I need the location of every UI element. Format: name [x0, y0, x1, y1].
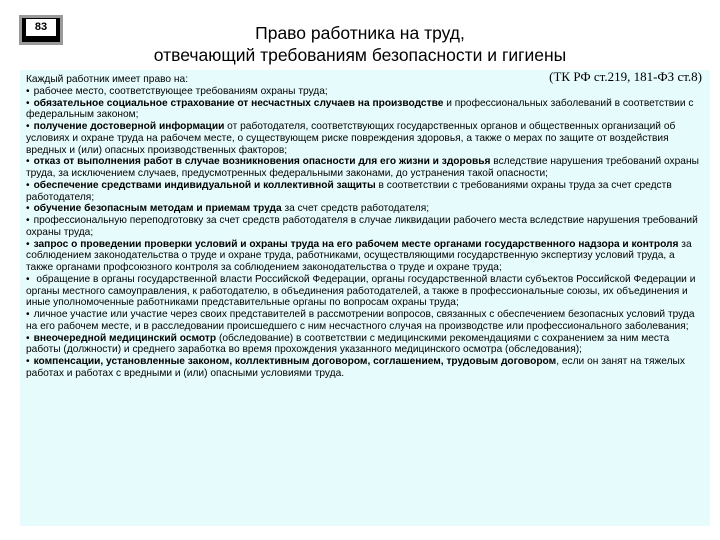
item-emphasis: компенсации, установленные законом, коллективным договором, соглашением, трудовым договором	[33, 356, 557, 367]
item-text: от работодателя, соответствующих государственных органов и общественных организаций об условиях и охране труда на рабочем месте, о существующем риске повреждения здоровья, а также о мерах по защите от воздействия вредных и (или) опасных производственных факторов;	[26, 121, 676, 156]
list-item	[26, 121, 704, 156]
list-item	[26, 309, 704, 333]
list-item	[26, 156, 704, 180]
bullet-icon: •	[26, 203, 30, 215]
bullet-icon: •	[26, 238, 30, 250]
item-emphasis: получение достоверной информации	[33, 121, 225, 132]
list-item	[26, 215, 704, 239]
legal-source: (ТК РФ ст.219, 181-ФЗ ст.8)	[549, 70, 702, 84]
item-text: обращение в органы государственной власти Российской Федерации, органы государственной власти субъектов Российской Федерации и органы местного самоуправления, к работодателю, в объединения работодателей, а также в профессиональные союзы, их объединения и иные уполномоченные работниками представительные органы по вопросам охраны труда;	[26, 273, 696, 309]
slide-number: 83	[26, 19, 56, 36]
list-item	[26, 239, 704, 274]
item-emphasis: запрос о проведении проверки условий и охраны труда на его рабочем месте органами государственного надзора и контроля	[33, 238, 679, 250]
item-text: профессиональную переподготовку за счет средств работодателя в случае ликвидации рабочего места вследствие нарушения требований охраны труда;	[26, 215, 698, 238]
list-item	[26, 356, 704, 380]
item-emphasis: обучение безопасным методам и приемам труда	[33, 203, 282, 215]
page-title	[90, 22, 630, 66]
title-line-1: Право работника на труд,	[255, 23, 465, 43]
item-emphasis: отказ от выполнения работ в случае возникновения опасности для его жизни и здоровья	[33, 156, 491, 168]
item-emphasis: обязательное социальное страхование от несчастных случаев на производстве	[33, 97, 444, 109]
item-text: и профессиональных заболеваний в соответствии с федеральным законом;	[26, 97, 694, 121]
slide-number-badge	[19, 15, 63, 45]
list-item	[26, 203, 704, 215]
bullet-icon: •	[26, 179, 30, 191]
list-item	[26, 98, 704, 122]
bullet-icon: •	[26, 332, 30, 344]
bullet-icon: •	[26, 273, 30, 285]
intro-text: Каждый работник имеет право на:	[26, 74, 189, 85]
content-panel	[20, 70, 710, 526]
list-item	[26, 274, 704, 309]
list-item	[26, 333, 704, 357]
list-item	[26, 180, 704, 204]
title-line-2: отвечающий требованиям безопасности и гигиены	[153, 45, 567, 65]
item-text: за соблюдением законодательства о труде и охране труда, работниками, осуществляющими государственную экспертизу условий труда, а также органами профсоюзного контроля за соблюдением законодательства о труде и охране труда;	[26, 238, 692, 273]
item-text: личное участие или участие через своих представителей в рассмотрении вопросов, связанных с обеспечением безопасных условий труда на его рабочем месте, и в расследовании происшедшего с ним несчастного случая на производстве или профессионального заболевания;	[26, 309, 695, 332]
bullet-icon: •	[26, 121, 30, 132]
item-text: , если он занят на тяжелых работах и работах с вредными и (или) опасными условиями труда.	[26, 356, 685, 379]
item-emphasis: обеспечение средствами индивидуальной и коллективной защиты	[33, 179, 376, 191]
bullet-icon: •	[26, 215, 30, 226]
item-text: за счет средств работодателя;	[281, 203, 430, 215]
bullet-icon: •	[26, 85, 30, 97]
bullet-icon: •	[26, 97, 30, 109]
item-text: (обследование) в соответствии с медицинскими рекомендациями с сохранением за ним места работы (должности) и среднего заработка во время прохождения указанного медицинского осмотра (обследования);	[26, 332, 670, 356]
item-emphasis: внеочередной медицинский осмотр	[33, 332, 217, 344]
intro-row	[26, 70, 704, 86]
item-text: вследствие нарушения требований охраны труда, за исключением случаев, предусмотренных федеральными законами, до устранения такой опасности;	[26, 156, 699, 179]
bullet-icon: •	[26, 356, 30, 367]
rights-list	[26, 86, 704, 380]
bullet-icon: •	[26, 309, 30, 320]
item-text: рабочее место, соответствующее требованиям охраны труда;	[33, 85, 328, 97]
item-text: в соответствии с требованиями охраны труда за счет средств работодателя;	[26, 179, 672, 203]
bullet-icon: •	[26, 156, 30, 168]
list-item	[26, 86, 704, 98]
